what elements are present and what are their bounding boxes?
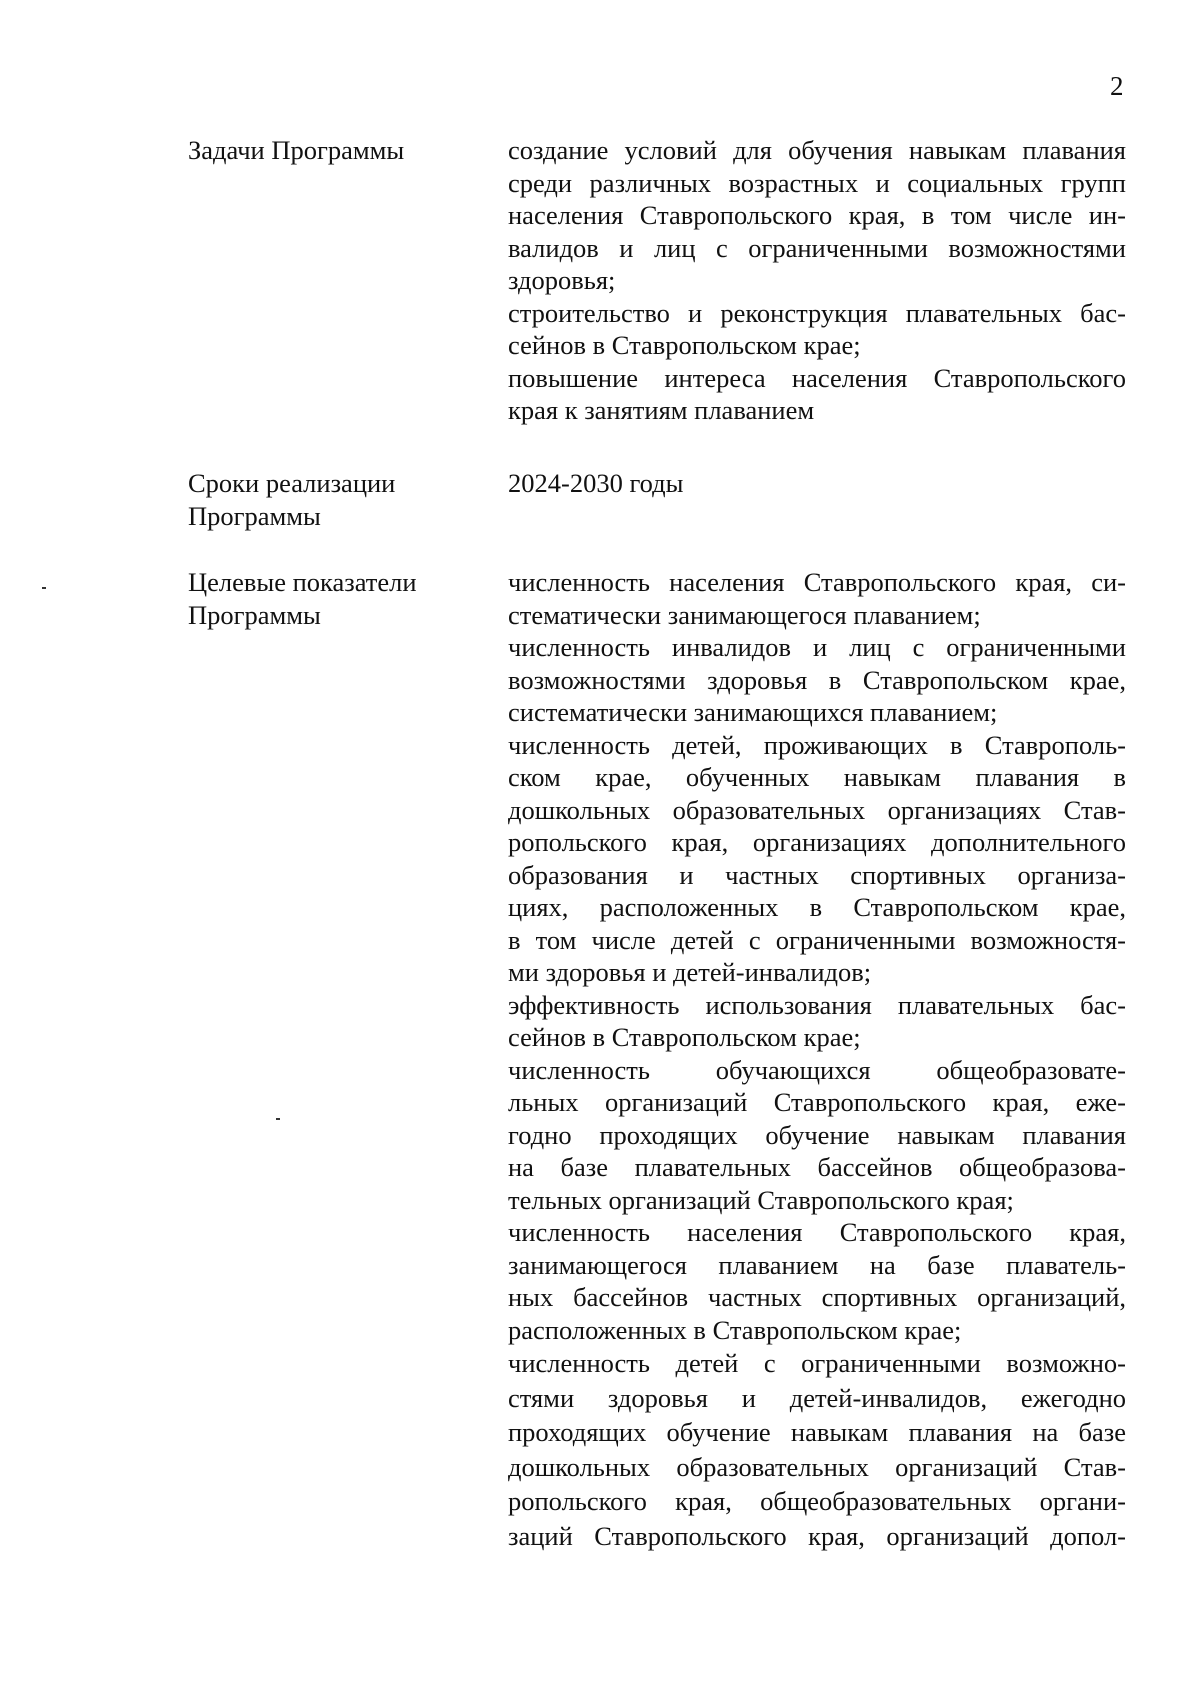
list-item (508, 1054, 1126, 1217)
text-line: в том числе детей с ограниченными возможностя- (508, 924, 1126, 955)
text-line: дошкольных образовательных организациях Став- (508, 794, 1126, 825)
list-item (508, 134, 1126, 297)
list-item (508, 362, 1126, 427)
text-line: численность обучающихся общеобразовате- (508, 1054, 1126, 1085)
text-line: образования и частных спортивных организа- (508, 859, 1126, 890)
text-line: расположенных в Ставропольском крае; (508, 1314, 962, 1345)
label-line: Задачи Программы (188, 135, 405, 165)
text-line: стематически занимающегося плаванием; (508, 599, 981, 630)
list-item (508, 1346, 1126, 1553)
text-line: заций Ставропольского края, организаций допол- (508, 1520, 1126, 1551)
list-item (508, 467, 1126, 500)
scan-speck (42, 587, 46, 589)
text-line: здоровья; (508, 265, 616, 295)
text-line: циях, расположенных в Ставропольском крае, (508, 892, 1126, 922)
text-line: численность детей, проживающих в Ставрополь- (508, 729, 1126, 760)
section-content (508, 467, 1126, 500)
text-line: численность инвалидов и лиц с ограниченными (508, 632, 1126, 662)
text-line: тельных организаций Ставропольского края; (508, 1184, 1014, 1215)
text-line: численность населения Ставропольского края, (508, 1217, 1126, 1247)
text-line: проходящих обучение навыкам плавания на базе (508, 1417, 1126, 1447)
text-line: ропольского края, организациях дополнительного (508, 827, 1126, 857)
label-line: Программы (188, 599, 321, 630)
list-item (508, 297, 1126, 362)
text-line: валидов и лиц с ограниченными возможностями (508, 232, 1126, 263)
text-line: численность населения Ставропольского края, си- (508, 567, 1126, 597)
scan-speck (276, 1118, 280, 1120)
text-line: дошкольных образовательных организаций Став- (508, 1451, 1126, 1482)
section-label (188, 467, 488, 532)
text-line: систематически занимающихся плаванием; (508, 697, 998, 727)
section-content (508, 566, 1126, 1553)
text-line: создание условий для обучения навыкам плавания (508, 135, 1126, 165)
text-line: занимающегося плаванием на базе плаватель- (508, 1249, 1126, 1280)
text-line: ных бассейнов частных спортивных организаций, (508, 1282, 1126, 1312)
text-line: эффективность использования плавательных бас- (508, 989, 1126, 1020)
text-line: ропольского края, общеобразовательных органи- (508, 1486, 1126, 1516)
section-label (188, 134, 488, 167)
text-line: льных организаций Ставропольского края, еже- (508, 1087, 1126, 1117)
section-label (188, 566, 488, 631)
page-number: 2 (1110, 71, 1124, 101)
section-content (508, 134, 1126, 427)
text-line: сейнов в Ставропольском крае; (508, 330, 861, 360)
text-line: на базе плавательных бассейнов общеобразова- (508, 1152, 1126, 1182)
label-line: Программы (188, 500, 321, 531)
text-line: стями здоровья и детей-инвалидов, ежегодно (508, 1382, 1126, 1413)
label-line: Сроки реализации (188, 468, 396, 498)
list-item (508, 566, 1126, 631)
text-line: ми здоровья и детей-инвалидов; (508, 957, 872, 987)
text-line: края к занятиям плаванием (508, 395, 815, 425)
text-line: среди различных возрастных и социальных групп (508, 167, 1126, 198)
label-line: Целевые показатели (188, 567, 417, 597)
text-line: численность детей с ограниченными возможно- (508, 1348, 1126, 1378)
list-item (508, 631, 1126, 729)
text-line: годно проходящих обучение навыкам плавания (508, 1119, 1126, 1150)
list-item (508, 1216, 1126, 1346)
text-line: возможностями здоровья в Ставропольском крае, (508, 664, 1126, 695)
list-item (508, 989, 1126, 1054)
text-line: повышение интереса населения Ставропольского (508, 362, 1126, 393)
list-item (508, 729, 1126, 989)
text-line: строительство и реконструкция плавательных бас- (508, 297, 1126, 328)
text-line: населения Ставропольского края, в том числе ин- (508, 200, 1126, 230)
text-line: сейнов в Ставропольском крае; (508, 1022, 861, 1052)
text-line: 2024-2030 годы (508, 468, 684, 498)
text-line: ском крае, обученных навыкам плавания в (508, 762, 1126, 792)
